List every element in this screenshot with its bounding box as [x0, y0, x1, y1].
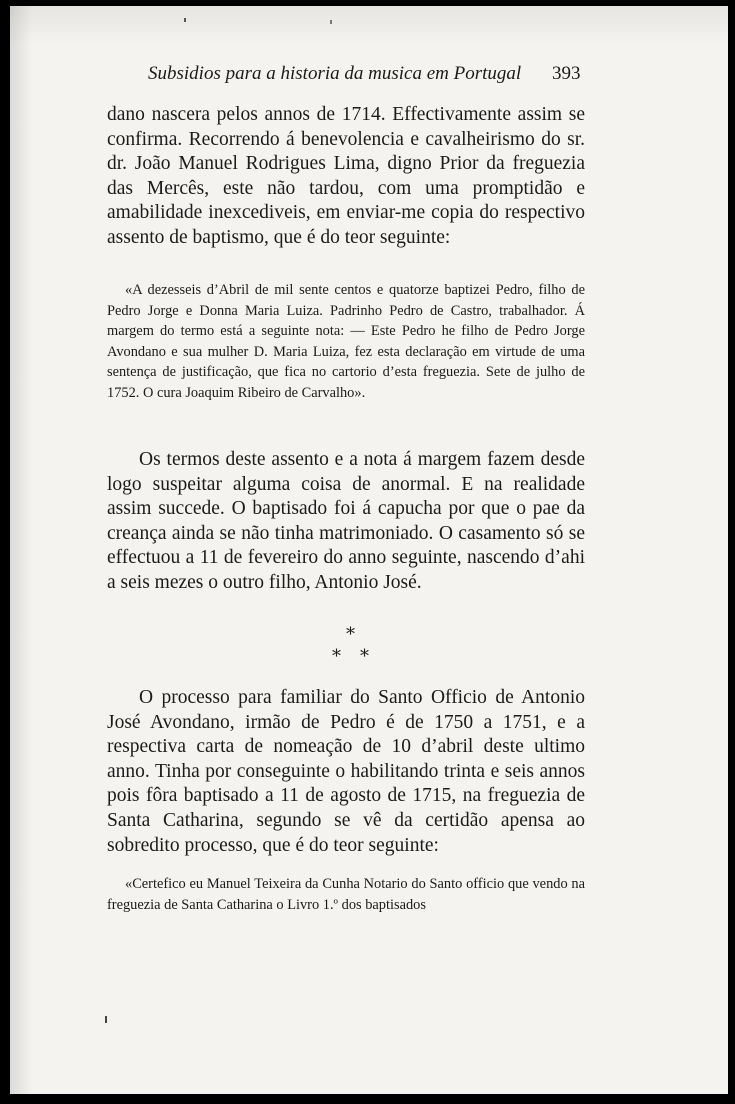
print-speck	[184, 18, 186, 22]
print-speck	[330, 20, 332, 24]
quoted-baptism-record: «A dezesseis d’Abril de mil sente centos e quatorze baptizei Pedro, filho de Pedro Jorge e Donna Maria Luiza. Padrinho Pedro de Castro, trabalhador. Á margem do termo está a seguinte nota: — Este Pedro he filho de Pedro Jorge Avondano e sua mulher D. Maria Luiza, fez esta declaração em virtude de uma sentença de justificação, que fica no cartorio d’esta freguezia. Sete de julho de 1752. O cura Joaquim Ribeiro de Carvalho».	[107, 282, 585, 401]
paragraph-baptism-intro: dano nascera pelos annos de 1714. Effectivamente assim se confirma. Recorrendo á benevolencia e cavalheirismo do sr. dr. João Manuel Rodrigues Lima, digno Prior da freguezia das Mercês, este não tardou, com uma promptidão e amabilidade inexcediveis, em enviar-me copia do respectivo assento de baptismo, que é do teor seguinte:	[107, 104, 585, 248]
page-top-shadow	[10, 6, 728, 46]
print-speck	[105, 1016, 107, 1023]
book-page	[10, 6, 728, 1094]
asterism-star-right: *	[360, 646, 369, 667]
asterism-star-top: *	[346, 624, 355, 645]
paragraph-santo-officio: O processo para familiar do Santo Officio de Antonio José Avondano, irmão de Pedro é de 1750 a 1751, e a respectiva carta de nomeação de 10 d’abril deste ultimo anno. Tinha por conseguinte o habilitando trinta e seis annos pois fôra baptisado a 11 de agosto de 1715, na freguezia de Santa Catharina, segundo se vê da certidão apensa ao sobredito processo, que é do teor seguinte:	[107, 687, 585, 856]
page-edge-shadow	[10, 6, 32, 1094]
page-number: 393	[552, 63, 581, 84]
asterism-star-left: *	[332, 646, 341, 667]
quoted-certificate: «Certefico eu Manuel Teixeira da Cunha Notario do Santo officio que vendo na freguezia de Santa Catharina o Livro 1.º dos baptisados	[107, 876, 585, 913]
paragraph-anomaly: Os termos deste assento e a nota á margem fazem desde logo suspeitar alguma coisa de anormal. E na realidade assim succede. O baptisado foi á capucha por que o pae da creança ainda se não tinha matrimoniado. O casamento só se effectuou a 11 de fevereiro do anno seguinte, nascendo d’ahi a seis mezes o outro filho, Antonio José.	[107, 449, 585, 593]
section-asterism	[330, 626, 374, 670]
running-title: Subsidios para a historia da musica em Portugal	[148, 63, 522, 84]
